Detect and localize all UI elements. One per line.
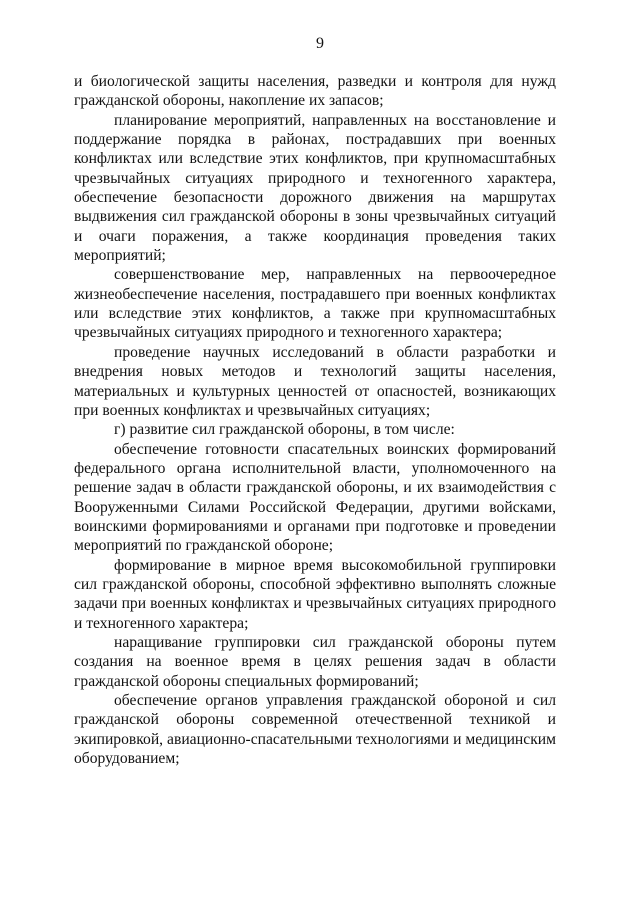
paragraph-readiness-rescue-units: обеспечение готовности спасательных воинских формирований федерального органа исполнительной власти, уполномоченного на решение задач в области гражданской обороны, и их взаимодействия с Вооруженными Силами Российской Федерации, другими войсками, воинскими формированиями и органами при подготовке и проведении мероприятий по гражданской обороне; bbox=[74, 440, 556, 555]
paragraph-scientific-research: проведение научных исследований в области разработки и внедрения новых методов и технологий защиты населения, материальных и культурных ценностей от опасностей, возникающих при военных конфликтах и чрезвычайных ситуациях; bbox=[74, 343, 556, 419]
paragraph-mobile-grouping: формирование в мирное время высокомобильной группировки сил гражданской обороны, способной эффективно выполнять сложные задачи при военных конфликтах и чрезвычайных ситуациях природного и техногенного характера; bbox=[74, 556, 556, 632]
page-number: 9 bbox=[316, 35, 324, 52]
paragraph-grouping-buildup: наращивание группировки сил гражданской обороны путем создания на военное время в целях решения задач в области гражданской обороны специальных формирований; bbox=[74, 633, 556, 690]
paragraph-planning-restoration: планирование мероприятий, направленных на восстановление и поддержание порядка в районах, пострадавших при военных конфликтах или вследствие этих конфликтов, при крупномасштабных чрезвычайных ситуациях природного и техногенного характера, обеспечение безопасности дорожного движения на маршрутах выдвижения сил гражданской обороны в зоны чрезвычайных ситуаций и очаги поражения, а также координация проведения таких мероприятий; bbox=[74, 111, 556, 265]
paragraph-biological-protection: и биологической защиты населения, разведки и контроля для нужд гражданской обороны, накопление их запасов; bbox=[74, 73, 556, 110]
paragraph-equipment-provision: обеспечение органов управления гражданской обороной и сил гражданской обороны современной отечественной техникой и экипировкой, авиационно-спасательными технологиями и медицинским оборудованием; bbox=[74, 692, 556, 768]
document-body bbox=[74, 72, 556, 768]
paragraph-forces-development-heading: г) развитие сил гражданской обороны, в том числе: bbox=[114, 421, 455, 439]
paragraph-life-support: совершенствование мер, направленных на первоочередное жизнеобеспечение населения, пострадавшего при военных конфликтах или вследствие этих конфликтов, а также при крупномасштабных чрезвычайных ситуациях природного и техногенного характера; bbox=[74, 266, 556, 342]
